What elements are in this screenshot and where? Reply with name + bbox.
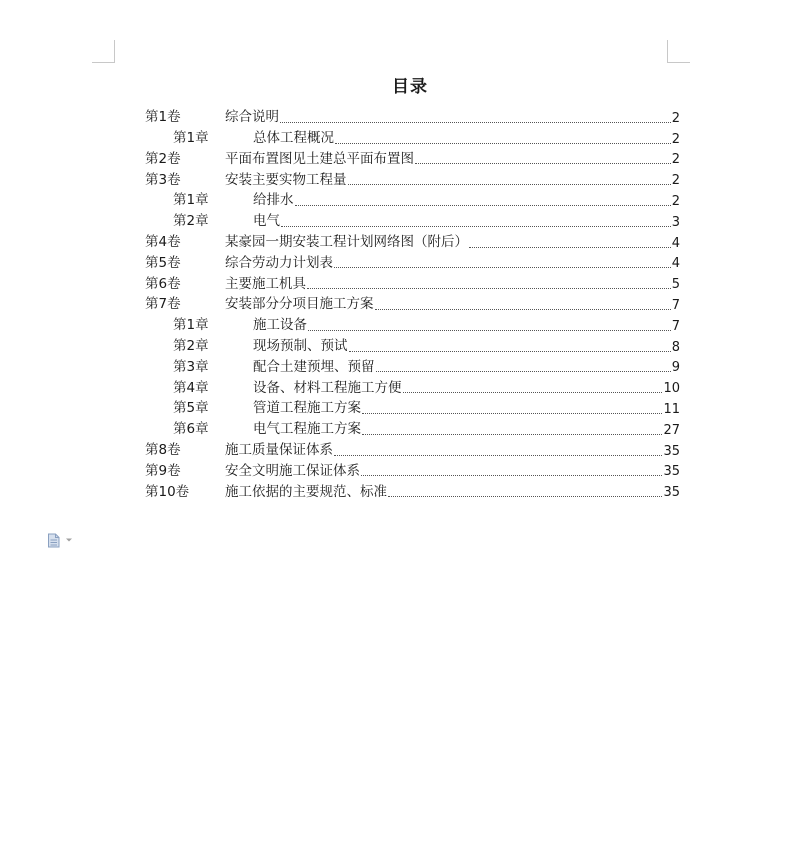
toc-page-number: 4 [671,256,680,272]
toc-page-number: 3 [671,214,680,230]
chevron-down-icon [65,537,73,543]
toc-entry-number: 第6卷 [145,275,181,292]
toc-chapter-entry[interactable] [145,354,680,375]
toc-entry-label: 主要施工机具 [225,275,306,292]
toc-dot-leader [415,163,671,164]
toc-dot-leader [280,122,671,123]
toc-dot-leader [335,143,671,144]
toc-page-number: 2 [671,110,680,126]
toc-volume-entry[interactable] [145,270,680,291]
toc-entry-label: 综合说明 [225,109,279,126]
toc-entry-label: 总体工程概况 [253,130,334,147]
toc-volume-entry[interactable] [145,166,680,187]
toc-volume-entry[interactable] [145,104,680,125]
toc-chapter-entry[interactable] [145,333,680,354]
toc-entry-number: 第4章 [173,379,209,396]
toc-page-number: 7 [671,297,680,313]
toc-dot-leader [334,455,662,456]
toc-entry-number: 第1章 [173,130,209,147]
toc-entry-number: 第2章 [173,338,209,355]
toc-dot-leader [349,351,671,352]
toc-entry-label: 综合劳动力计划表 [225,254,333,271]
toc-entry-label: 安装部分分项目施工方案 [225,296,374,313]
toc-entry-label: 现场预制、预试 [253,338,348,355]
toc-entry-number: 第5卷 [145,254,181,271]
toc-entry-number: 第1章 [173,192,209,209]
toc-dot-leader [403,392,663,393]
toc-entry-number: 第9卷 [145,462,181,479]
toc-dot-leader [375,309,671,310]
toc-entry-number: 第1卷 [145,109,181,126]
toc-dot-leader [334,267,671,268]
toc-entry-label: 施工质量保证体系 [225,442,333,459]
toc-chapter-entry[interactable] [145,374,680,395]
toc-entry-number: 第3章 [173,358,209,375]
toc-volume-entry[interactable] [145,437,680,458]
toc-chapter-entry[interactable] [145,208,680,229]
toc-chapter-entry[interactable] [145,416,680,437]
toc-entry-number: 第8卷 [145,442,181,459]
toc-chapter-entry[interactable] [145,312,680,333]
toc-page-number: 35 [663,464,680,480]
toc-chapter-entry[interactable] [145,395,680,416]
toc-entry-number: 第3卷 [145,171,181,188]
toc-page-number: 27 [663,422,680,438]
toc-volume-entry[interactable] [145,250,680,271]
toc-dot-leader [295,205,671,206]
toc-entry-number: 第10卷 [145,483,190,500]
toc-entry-number: 第5章 [173,400,209,417]
toc-entry-label: 电气 [253,213,280,230]
toc-page-number: 8 [671,339,680,355]
toc-page-number: 4 [671,235,680,251]
toc-volume-entry[interactable] [145,291,680,312]
toc-dot-leader [361,475,662,476]
toc-dot-leader [348,184,671,185]
toc-entry-label: 电气工程施工方案 [253,421,361,438]
toc-entry-number: 第7卷 [145,296,181,313]
toc-volume-entry[interactable] [145,229,680,250]
toc-dot-leader [362,434,662,435]
toc-volume-entry[interactable] [145,478,680,499]
toc-page-number: 2 [671,152,680,168]
toc-chapter-entry[interactable] [145,187,680,208]
toc-entry-label: 施工设备 [253,317,307,334]
toc-dot-leader [308,330,671,331]
toc-entry-label: 管道工程施工方案 [253,400,361,417]
toc-entry-number: 第1章 [173,317,209,334]
toc-page-number: 2 [671,131,680,147]
toc-chapter-entry[interactable] [145,125,680,146]
toc-entry-label: 安装主要实物工程量 [225,171,347,188]
document-icon [47,533,61,548]
toc-page-number: 10 [663,381,680,397]
top-left-margin-mark [92,40,115,63]
toc-page-number: 2 [671,193,680,209]
toc-page-number: 35 [663,485,680,501]
toc-entry-label: 设备、材料工程施工方便 [253,379,402,396]
toc-page-number: 2 [671,173,680,189]
toc-entry-number: 第6章 [173,421,209,438]
toc-page-number: 11 [663,401,680,417]
toc-page-number: 35 [663,443,680,459]
toc-dot-leader [388,496,662,497]
toc-page-number: 7 [671,318,680,334]
toc-volume-entry[interactable] [145,146,680,167]
toc-dot-leader [281,226,671,227]
toc-dot-leader [376,371,671,372]
toc-entry-label: 某豪园一期安装工程计划网络图（附后） [225,234,468,251]
toc-dot-leader [362,413,662,414]
toc-title: 目录 [392,77,428,97]
toc-entry-number: 第2章 [173,213,209,230]
toc-list [145,104,680,499]
toc-entry-label: 给排水 [253,192,294,209]
paste-options-button[interactable] [47,532,73,548]
toc-entry-number: 第4卷 [145,234,181,251]
toc-page-number: 5 [671,277,680,293]
toc-entry-number: 第2卷 [145,150,181,167]
toc-entry-label: 施工依据的主要规范、标准 [225,483,387,500]
toc-page-number: 9 [671,360,680,376]
toc-entry-label: 安全文明施工保证体系 [225,462,360,479]
toc-dot-leader [469,247,671,248]
top-right-margin-mark [667,40,690,63]
toc-volume-entry[interactable] [145,458,680,479]
toc-entry-label: 平面布置图见土建总平面布置图 [225,150,414,167]
toc-entry-label: 配合土建预埋、预留 [253,358,375,375]
toc-dot-leader [307,288,671,289]
